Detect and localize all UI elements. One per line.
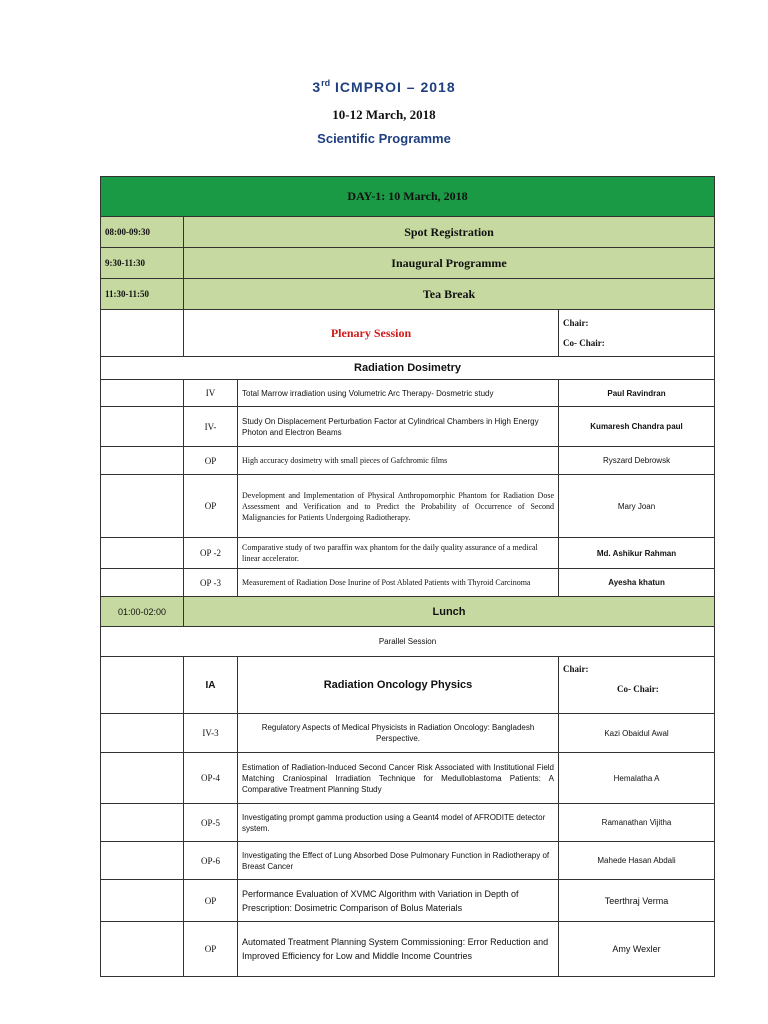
section-heading: Radiation Dosimetry (101, 357, 715, 380)
plenary-row (101, 310, 715, 357)
talk-code: IV- (184, 407, 238, 447)
programme-title: 3rd ICMPROI – 2018 (312, 78, 456, 95)
talk-speaker: Md. Ashikur Rahman (559, 538, 715, 569)
talk-title: Investigating the Effect of Lung Absorbed Dose Pulmonary Function in Radiotherapy of Breast Cancer (238, 842, 559, 880)
chair-cell (559, 657, 715, 714)
time-cell: 11:30-11:50 (101, 279, 184, 310)
talk-title: Development and Implementation of Physical Anthropomorphic Phantom for Radiation Dose Assessment and Verification and to Predict the Probability of Occurrence of Second Malignancies for Patients Undergoing Radiotherapy. (238, 475, 559, 538)
talk-title: Regulatory Aspects of Medical Physicists in Radiation Oncology: Bangladesh Perspective. (238, 714, 559, 753)
time-cell: 9:30-11:30 (101, 248, 184, 279)
talk-speaker: Kumaresh Chandra paul (559, 407, 715, 447)
lunch-label: Lunch (184, 597, 715, 627)
parallel-header-row (101, 657, 715, 714)
talk-speaker: Mahede Hasan Abdali (559, 842, 715, 880)
talk-code: OP-6 (184, 842, 238, 880)
plenary-session-title: Plenary Session (184, 310, 559, 357)
talk-title: Study On Displacement Perturbation Factor at Cylindrical Chambers in High Energy Photon and Electron Beams (238, 407, 559, 447)
chair-cell (559, 310, 715, 357)
table-row (101, 538, 715, 569)
table-row (101, 569, 715, 597)
talk-code: OP (184, 880, 238, 922)
table-row (101, 217, 715, 248)
talk-code: OP -3 (184, 569, 238, 597)
talk-code: OP-4 (184, 753, 238, 804)
table-row (101, 248, 715, 279)
table-row (101, 447, 715, 475)
parallel-code: IA (184, 657, 238, 714)
chair-label: Chair: (563, 318, 589, 328)
talk-speaker: Hemalatha A (559, 753, 715, 804)
table-row (101, 842, 715, 880)
talk-speaker: Kazi Obaidul Awal (559, 714, 715, 753)
time-cell: 01:00-02:00 (101, 597, 184, 627)
table-row (101, 804, 715, 842)
parallel-track-title: Radiation Oncology Physics (238, 657, 559, 714)
talk-speaker: Mary Joan (559, 475, 715, 538)
talk-title: Investigating prompt gamma production using a Geant4 model of AFRODITE detector system. (238, 804, 559, 842)
talk-title: High accuracy dosimetry with small pieces of Gafchromic films (238, 447, 559, 475)
co-chair-label: Co- Chair: (617, 684, 659, 694)
day-header: DAY-1: 10 March, 2018 (101, 177, 715, 217)
schedule-table (100, 176, 715, 977)
talk-code: OP (184, 475, 238, 538)
talk-code: OP (184, 922, 238, 977)
table-row (101, 475, 715, 538)
talk-speaker: Ryszard Debrowsk (559, 447, 715, 475)
talk-code: OP-5 (184, 804, 238, 842)
talk-speaker: Amy Wexler (559, 922, 715, 977)
table-row (101, 880, 715, 922)
table-row (101, 714, 715, 753)
parallel-session-label: Parallel Session (101, 627, 715, 657)
talk-speaker: Ayesha khatun (559, 569, 715, 597)
talk-code: OP (184, 447, 238, 475)
chair-label: Chair: (563, 664, 589, 674)
table-row (101, 380, 715, 407)
table-row (101, 922, 715, 977)
talk-speaker: Ramanathan Vijitha (559, 804, 715, 842)
event-cell: Spot Registration (184, 217, 715, 248)
talk-speaker: Paul Ravindran (559, 380, 715, 407)
co-chair-label: Co- Chair: (563, 338, 605, 348)
time-cell: 08:00-09:30 (101, 217, 184, 248)
programme-subtitle: Scientific Programme (317, 131, 451, 146)
talk-code: IV-3 (184, 714, 238, 753)
empty-cell (101, 310, 184, 357)
talk-title: Estimation of Radiation-Induced Second Cancer Risk Associated with Institutional Field Matching Craniospinal Irradiation Technique for Medulloblastoma Patients: A Comparative Treatment Planning Study (238, 753, 559, 804)
talk-code: IV (184, 380, 238, 407)
event-cell: Inaugural Programme (184, 248, 715, 279)
talk-title: Measurement of Radiation Dose Inurine of Post Ablated Patients with Thyroid Carcinoma (238, 569, 559, 597)
talk-title: Automated Treatment Planning System Commissioning: Error Reduction and Improved Efficiency for Low and Middle Income Countries (238, 922, 559, 977)
lunch-row (101, 597, 715, 627)
programme-dates: 10-12 March, 2018 (332, 107, 436, 122)
table-row (101, 753, 715, 804)
talk-title: Performance Evaluation of XVMC Algorithm with Variation in Depth of Prescription: Dosimetric Comparison of Bolus Materials (238, 880, 559, 922)
talk-speaker: Teerthraj Verma (559, 880, 715, 922)
talk-title: Total Marrow irradiation using Volumetric Arc Therapy- Dosmetric study (238, 380, 559, 407)
event-cell: Tea Break (184, 279, 715, 310)
table-row (101, 407, 715, 447)
talk-code: OP -2 (184, 538, 238, 569)
talk-title: Comparative study of two paraffin wax phantom for the daily quality assurance of a medical linear accelerator. (238, 538, 559, 569)
table-row (101, 279, 715, 310)
